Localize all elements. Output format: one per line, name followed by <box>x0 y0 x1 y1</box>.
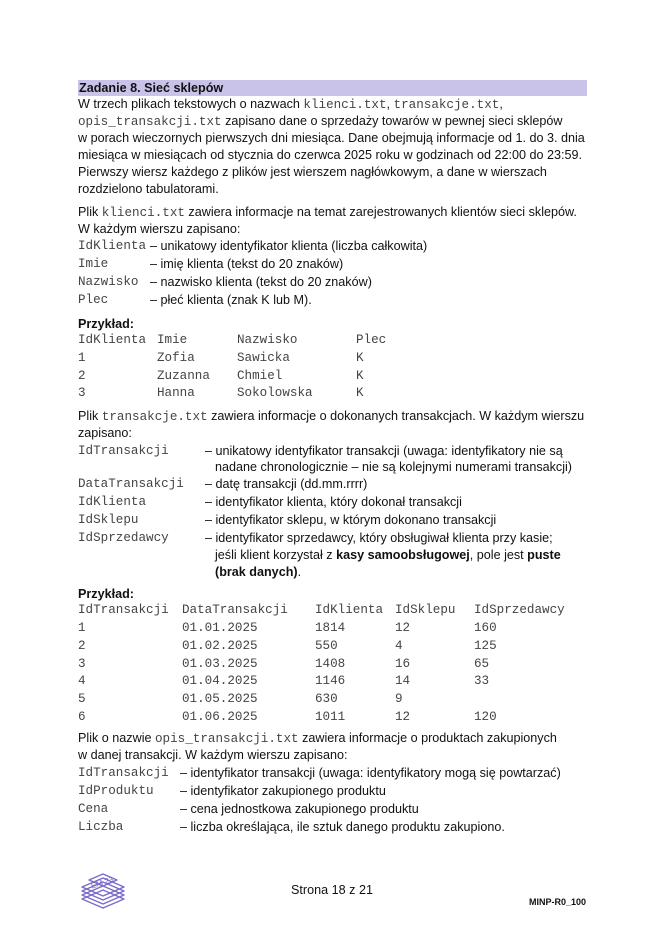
column-header: Plec <box>356 333 387 347</box>
table-cell: 6 <box>78 710 86 724</box>
field-name: Plec <box>78 293 109 307</box>
table-cell: 120 <box>474 710 497 724</box>
intro-line-1 <box>78 96 503 115</box>
table-cell: 01.05.2025 <box>182 692 258 707</box>
field-desc: – identyfikator transakcji (uwaga: identyfikatory mogą się powtarzać) <box>180 766 561 780</box>
field-name: Cena <box>78 802 109 816</box>
filename-transakcje: transakcje.txt <box>101 410 208 424</box>
text: . <box>297 565 302 579</box>
klienci-intro <box>78 204 577 223</box>
text: Plik <box>78 409 102 423</box>
table-cell: 630 <box>315 692 338 707</box>
field-desc: – unikatowy identyfikator klienta (liczba całkowita) <box>150 239 428 253</box>
page-number: Strona 18 z 21 <box>291 883 373 897</box>
field-desc: nadane chronologicznie – nie są kolejnymi numerami transakcji) <box>215 460 573 474</box>
task-title: Zadanie 8. Sieć sklepów <box>78 80 587 96</box>
table-cell: 9 <box>395 692 403 707</box>
table-cell: 2 <box>78 638 86 653</box>
field-desc: – identyfikator klienta, który dokonał transakcji <box>205 495 462 509</box>
column-header: IdKlienta <box>78 333 147 347</box>
intro-text: zapisano dane o sprzedaży towarów w pewnej sieci sklepów <box>221 114 563 128</box>
intro-line-3: w porach wieczornych pierwszych dni miesiąca. Dane obejmują informacje od 1. do 3. dnia <box>78 131 585 145</box>
text: Plik o nazwie <box>78 731 155 745</box>
bold-text: (brak danych) <box>215 565 298 579</box>
logo-text: EM 23 <box>89 874 115 891</box>
field-name: IdTransakcji <box>78 766 169 780</box>
separator: , <box>499 97 503 111</box>
table-cell: 4 <box>395 638 403 653</box>
field-name: IdKlienta <box>78 495 147 509</box>
text: zawiera informacje o produktach zakupionych <box>298 731 557 745</box>
column-header: IdKlienta <box>315 603 384 617</box>
note-line <box>215 547 561 565</box>
field-name: IdSklepu <box>78 513 139 527</box>
intro-line-6: rozdzielono tabulatorami. <box>78 182 219 196</box>
table-cell: K <box>356 369 364 383</box>
intro-line-2 <box>78 113 563 132</box>
table-cell: 5 <box>78 692 86 707</box>
separator: , <box>386 97 394 111</box>
field-name: Nazwisko <box>78 275 139 289</box>
note-line <box>215 564 301 582</box>
table-cell: Sawicka <box>237 351 290 365</box>
table-cell: 01.03.2025 <box>182 656 258 671</box>
field-desc: – nazwisko klienta (tekst do 20 znaków) <box>150 275 372 289</box>
column-header: IdTransakcji <box>78 603 169 617</box>
transakcje-intro-2: zapisano: <box>78 426 132 440</box>
table-cell: Sokolowska <box>237 386 313 400</box>
table-cell: Hanna <box>157 386 195 400</box>
column-header: DataTransakcji <box>182 603 288 617</box>
field-desc: – unikatowy identyfikator transakcji (uwaga: identyfikatory nie są <box>205 444 563 458</box>
bold-text: kasy samoobsługowej <box>336 548 470 562</box>
table-cell: 12 <box>395 621 411 635</box>
filename-klienci: klienci.txt <box>101 206 185 220</box>
filename-opis: opis_transakcji.txt <box>155 732 299 746</box>
table-cell: 125 <box>474 638 497 653</box>
table-cell: 1146 <box>315 674 346 689</box>
text: zawiera informacje o dokonanych transakcjach. W każdym wierszu <box>207 409 585 423</box>
table-cell: 12 <box>395 710 411 724</box>
table-cell: 01.01.2025 <box>182 621 258 635</box>
table-cell: 01.02.2025 <box>182 638 258 653</box>
table-cell: 2 <box>78 369 86 383</box>
field-name: IdProduktu <box>78 784 154 798</box>
field-name: Liczba <box>78 820 124 834</box>
bold-text: puste <box>527 548 561 562</box>
column-header: IdSprzedawcy <box>474 603 565 617</box>
intro-line-5: Pierwszy wiersz każdego z plików jest wierszem nagłówkowym, a dane w wierszach <box>78 165 547 179</box>
table-cell: 4 <box>78 674 86 689</box>
table-cell: 1011 <box>315 710 346 724</box>
field-desc: – liczba określająca, ile sztuk danego produktu zakupiono. <box>180 820 505 834</box>
table-cell: 1 <box>78 621 86 635</box>
table-cell: 160 <box>474 621 497 635</box>
klienci-example-label: Przykład: <box>78 317 134 331</box>
table-cell: 1814 <box>315 621 346 635</box>
field-desc: – datę transakcji (dd.mm.rrrr) <box>205 477 368 491</box>
field-name: IdTransakcji <box>78 444 169 458</box>
transakcje-intro <box>78 408 584 427</box>
field-desc: – imię klienta (tekst do 20 znaków) <box>150 257 344 271</box>
field-name: Imie <box>78 257 109 271</box>
table-cell: 1 <box>78 351 86 365</box>
table-cell: Zuzanna <box>157 369 210 383</box>
table-cell: K <box>356 386 364 400</box>
text: zawiera informacje na temat zarejestrowanych klientów sieci sklepów. <box>184 205 577 219</box>
field-desc: – identyfikator zakupionego produktu <box>180 784 386 798</box>
table-cell: 550 <box>315 638 338 653</box>
transakcje-example-label: Przykład: <box>78 587 134 601</box>
field-name: DataTransakcji <box>78 477 184 491</box>
filename-opis: opis_transakcji.txt <box>78 115 222 129</box>
field-name: IdSprzedawcy <box>78 531 169 545</box>
table-cell: 3 <box>78 386 86 400</box>
field-desc: – cena jednostkowa zakupionego produktu <box>180 802 419 816</box>
field-desc: – identyfikator sklepu, w którym dokonano transakcji <box>205 513 497 527</box>
text: Plik <box>78 205 102 219</box>
table-cell: Zofia <box>157 351 195 365</box>
table-cell: 1408 <box>315 656 346 671</box>
table-cell: Chmiel <box>237 369 283 383</box>
field-desc: – identyfikator sprzedawcy, który obsługiwał klienta przy kasie; <box>205 531 553 545</box>
opis-intro <box>78 730 557 749</box>
column-header: Nazwisko <box>237 333 298 347</box>
table-cell: 14 <box>395 674 411 689</box>
intro-text: W trzech plikach tekstowych o nazwach <box>78 97 304 111</box>
table-cell: 16 <box>395 656 411 671</box>
table-cell: 01.06.2025 <box>182 710 258 724</box>
text: jeśli klient korzystał z <box>215 548 337 562</box>
table-cell: 65 <box>474 656 490 671</box>
filename-klienci: klienci.txt <box>303 98 387 112</box>
filename-transakcje: transakcje.txt <box>393 98 500 112</box>
field-name: IdKlienta <box>78 239 147 253</box>
text: , pole jest <box>469 548 528 562</box>
opis-intro-2: w danej transakcji. W każdym wierszu zapisano: <box>78 748 348 762</box>
field-desc: – płeć klienta (znak K lub M). <box>150 293 312 307</box>
document-code: MINP-R0_100 <box>528 897 586 907</box>
table-cell: 3 <box>78 656 86 671</box>
column-header: Imie <box>157 333 188 347</box>
table-cell: K <box>356 351 364 365</box>
klienci-intro-2: W każdym wierszu zapisano: <box>78 222 241 236</box>
table-cell: 33 <box>474 674 490 689</box>
intro-line-4: miesiąca w miesiącach od stycznia do czerwca 2025 roku w godzinach od 22:00 do 23:59. <box>78 148 583 162</box>
table-cell: 01.04.2025 <box>182 674 258 689</box>
column-header: IdSklepu <box>395 603 456 617</box>
